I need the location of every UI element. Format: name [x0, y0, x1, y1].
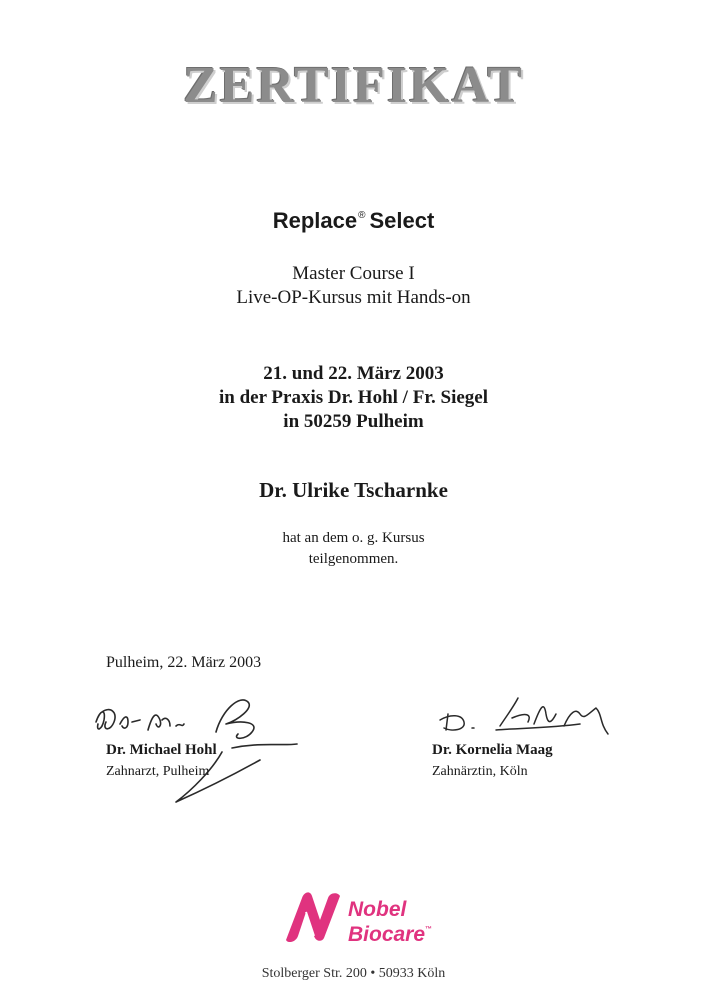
- signatory-name-left: Dr. Michael Hohl: [106, 742, 217, 758]
- course-date: 21. und 22. März 2003: [263, 363, 444, 384]
- course-subtitle: Live-OP-Kursus mit Hands-on: [236, 287, 471, 308]
- course-city: in 50259 Pulheim: [283, 411, 424, 432]
- signatory-name-right: Dr. Kornelia Maag: [432, 742, 553, 758]
- logo-word-biocare-text: Biocare: [348, 923, 426, 946]
- course-date-venue: [0, 362, 707, 434]
- course-info: [0, 262, 707, 310]
- attendance-statement: [0, 528, 707, 570]
- course-name: Master Course I: [292, 263, 415, 284]
- place-and-date: Pulheim, 22. März 2003: [106, 654, 262, 671]
- trademark-mark: ™: [425, 926, 433, 933]
- nobel-biocare-logo-icon: [280, 890, 350, 942]
- recipient-name: Dr. Ulrike Tscharnke: [259, 478, 448, 502]
- attendance-line-1: hat an dem o. g. Kursus: [282, 530, 425, 546]
- company-address: Stolberger Str. 200 • 50933 Köln: [261, 966, 446, 981]
- product-name-main: Replace: [272, 208, 358, 233]
- product-name: [0, 208, 707, 234]
- certificate-title: ZERTIFIKAT: [183, 57, 524, 114]
- product-name-suffix: Select: [369, 208, 435, 233]
- logo-word-nobel: Nobel: [348, 898, 407, 921]
- attendance-line-2: teilgenommen.: [308, 551, 399, 567]
- course-venue: in der Praxis Dr. Hohl / Fr. Siegel: [219, 387, 488, 408]
- signatory-role-right: Zahnärztin, Köln: [432, 764, 528, 779]
- logo-wordmark: [348, 900, 432, 945]
- nobel-biocare-logo: [280, 890, 433, 947]
- registered-mark: ®: [358, 210, 366, 221]
- signatory-role-left: Zahnarzt, Pulheim: [106, 764, 210, 779]
- logo-word-biocare: [348, 920, 432, 945]
